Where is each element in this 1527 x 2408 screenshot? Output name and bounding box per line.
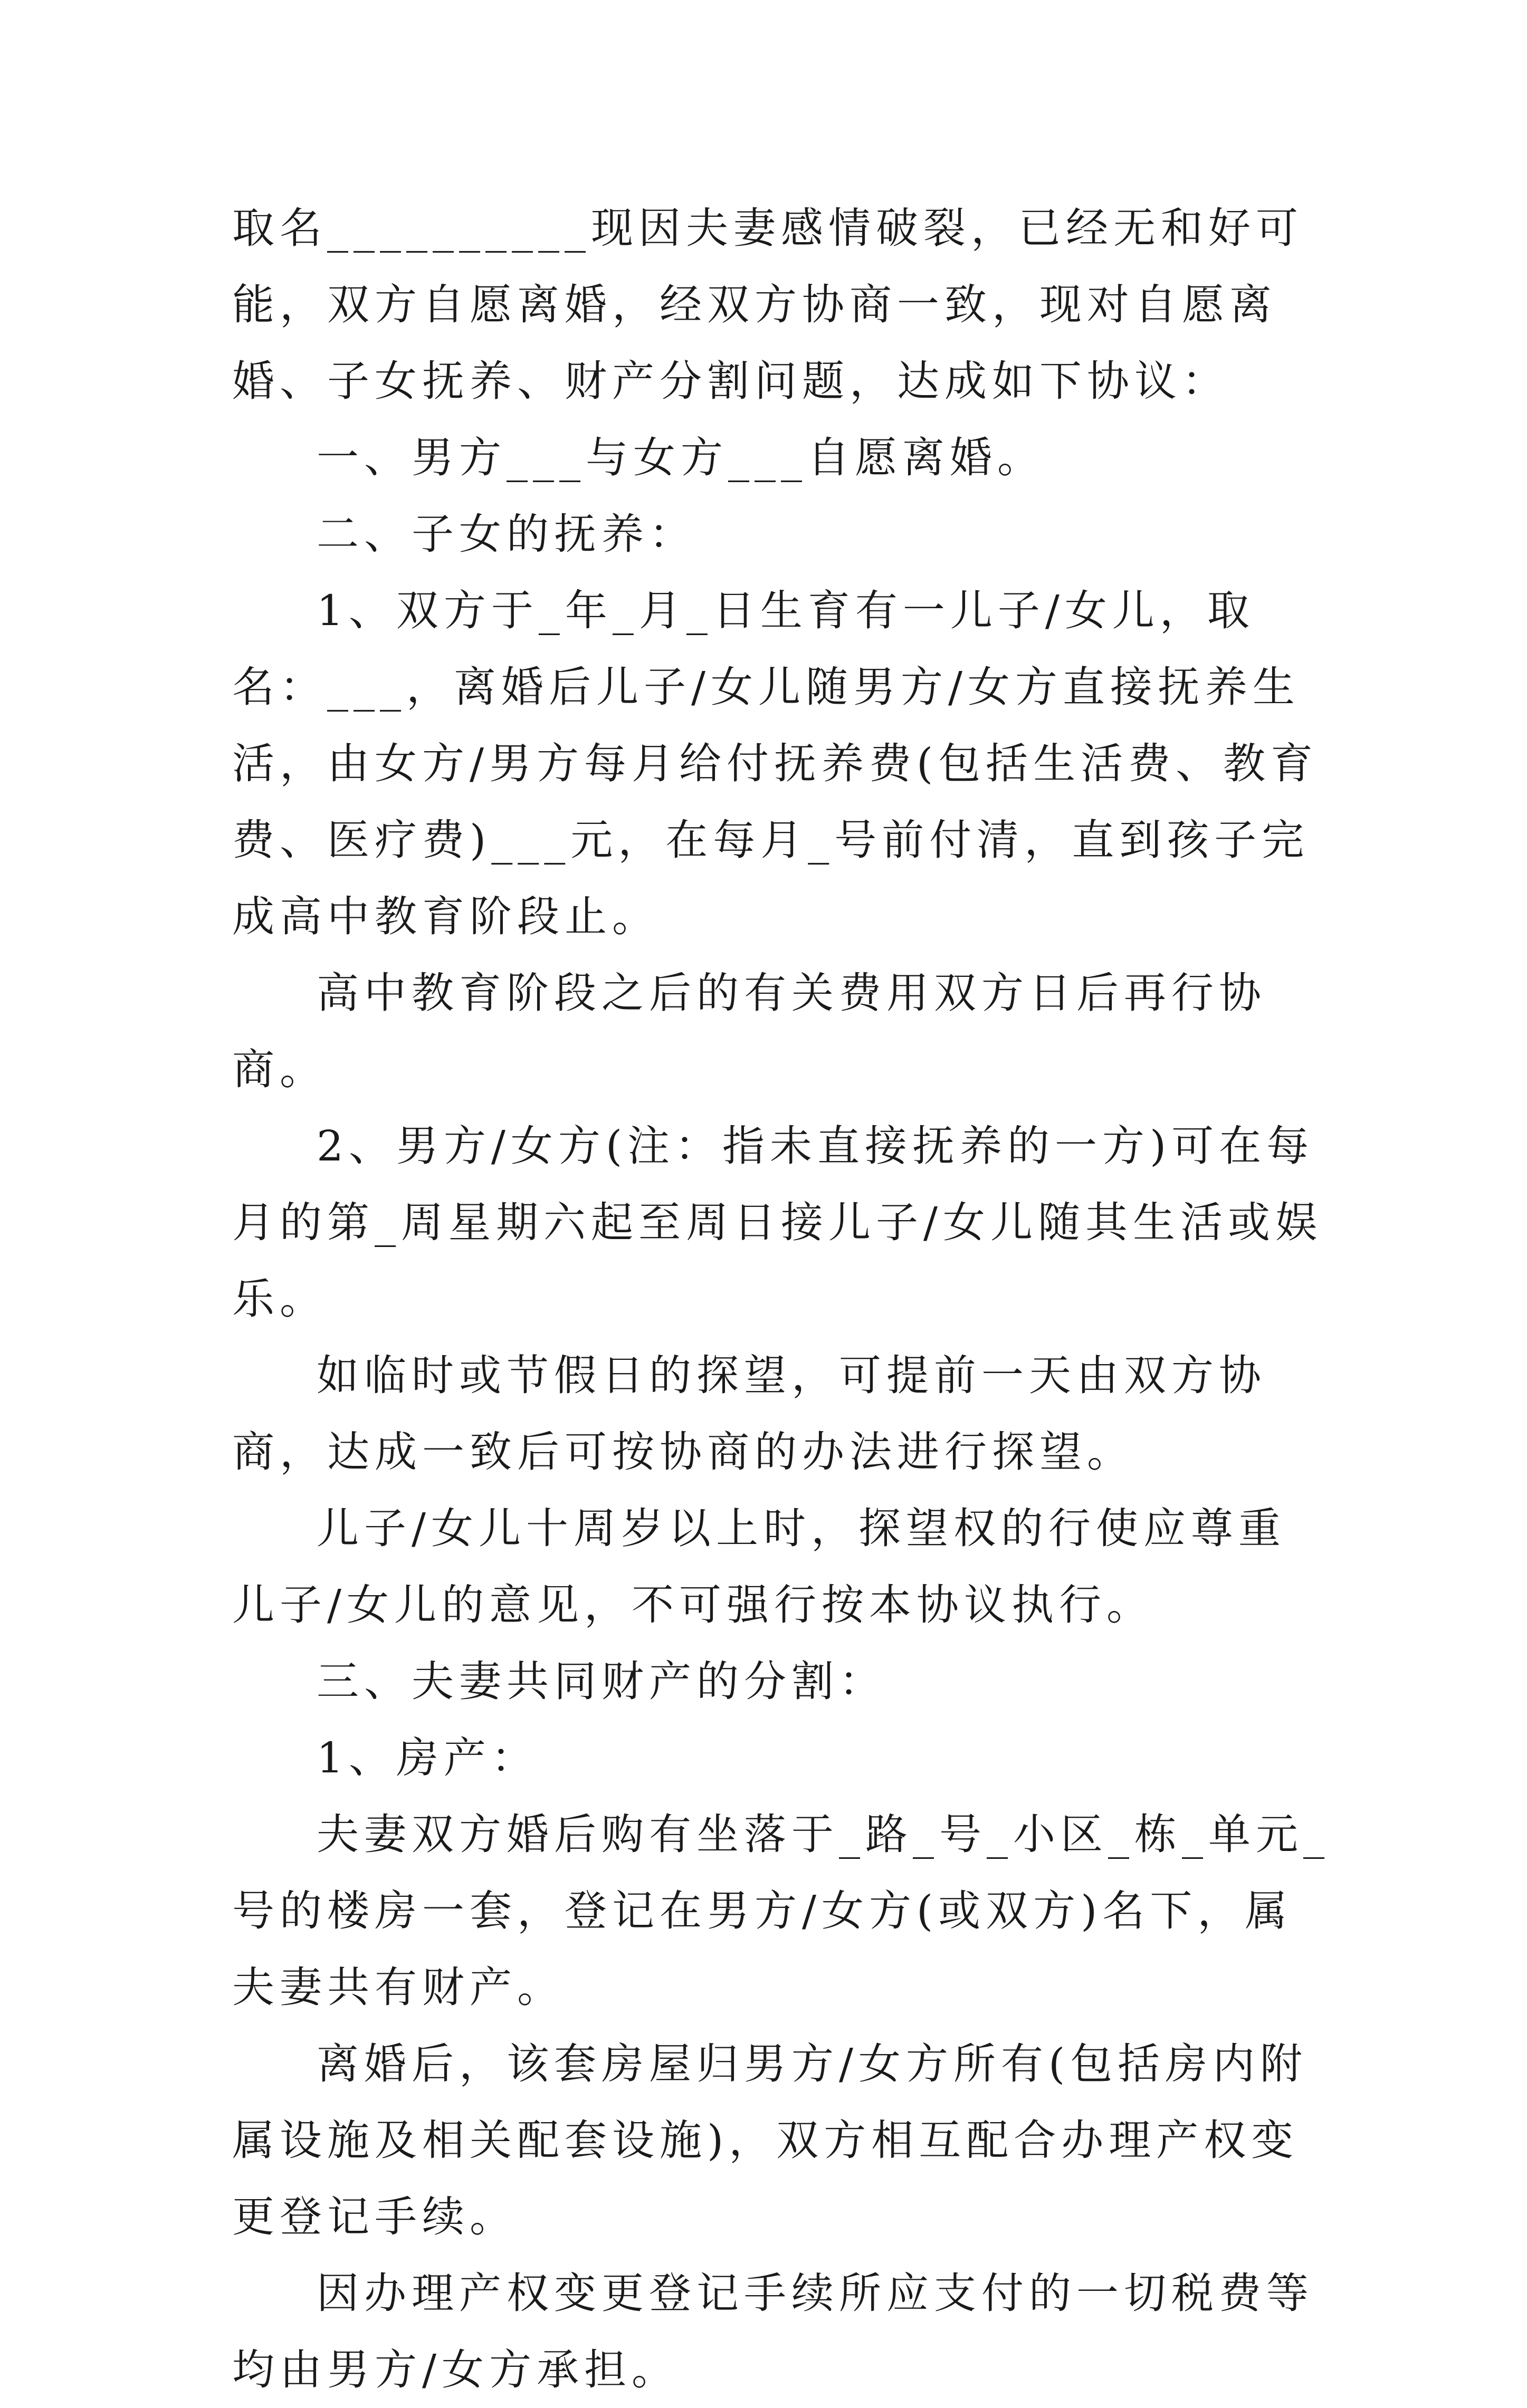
paragraph-divorce-consent: 一、男方___与女方___自愿离婚。 (317, 433, 1045, 482)
paragraph-child-opinion: 儿子/女儿十周岁以上时，探望权的行使应尊重儿子/女儿的意见，不可强行按本协议执行。 (232, 1504, 1286, 1629)
paragraph-visitation: 2、男方/女方(注：指未直接抚养的一方)可在每月的第_周星期六起至周日接儿子/女儿随其生活或娱乐。 (232, 1121, 1323, 1323)
paragraph-house-ownership: 离婚后，该套房屋归男方/女方所有(包括房内附属设施及相关配套设施)，双方相互配合办理产权变更登记手续。 (232, 2039, 1308, 2241)
paragraph-post-highschool-costs: 高中教育阶段之后的有关费用双方日后再行协商。 (232, 968, 1266, 1094)
section-heading-child-custody: 二、子女的抚养： (317, 510, 696, 559)
section-heading-property-division: 三、夫妻共同财产的分割： (317, 1657, 886, 1706)
paragraph-intro: 取名__________现因夫妻感情破裂，已经无和好可能，双方自愿离婚，经双方协商一致，现对自愿离婚、子女抚养、财产分割问题，达成如下协议： (232, 204, 1303, 406)
paragraph-holiday-visits: 如临时或节假日的探望，可提前一天由双方协商，达成一致后可按协商的办法进行探望。 (232, 1351, 1266, 1476)
paragraph-child-support: 1、双方于_年_月_日生育有一儿子/女儿，取名：___，离婚后儿子/女儿随男方/女方直接抚养生活，由女方/男方每月给付抚养费(包括生活费、教育费、医疗费)___元，在每月_号前付清，直到孩子完成高中教育阶段止。 (232, 586, 1319, 941)
paragraph-transfer-taxes: 因办理产权变更登记手续所应支付的一切税费等均由男方/女方承担。 (232, 2269, 1314, 2394)
agreement-body (232, 190, 1330, 2408)
subheading-real-estate: 1、房产： (317, 1733, 539, 1782)
paragraph-house-description: 夫妻双方婚后购有坐落于_路_号_小区_栋_单元_号的楼房一套，登记在男方/女方(或双方)名下，属夫妻共有财产。 (232, 1810, 1330, 2012)
